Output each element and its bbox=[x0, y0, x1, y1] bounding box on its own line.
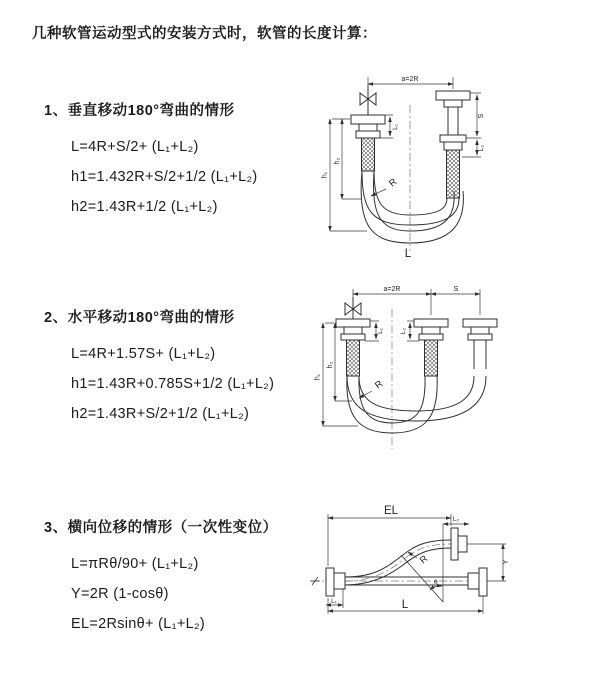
right-flange bbox=[479, 568, 487, 596]
dim-label-l1: L₁ bbox=[331, 598, 337, 605]
left-pipe-assembly bbox=[336, 297, 370, 376]
dim-label-l1: L₁ bbox=[377, 328, 384, 334]
dim-label-s: S bbox=[478, 113, 485, 119]
braided-hose-section bbox=[447, 150, 460, 198]
dim-label-h2: h₂ bbox=[334, 157, 341, 165]
dim-label-y: Y bbox=[503, 559, 510, 565]
braided-hose-section bbox=[425, 340, 438, 376]
formula-line: h2=1.43R+S/2+1/2 (L₁+L₂) bbox=[71, 406, 250, 422]
formula-line: h1=1.43R+0.785S+1/2 (L₁+L₂) bbox=[71, 376, 275, 392]
dim-label-l2: L₂ bbox=[452, 516, 460, 523]
left-flange bbox=[326, 568, 334, 596]
section-1-heading: 1、垂直移动180°弯曲的情形 bbox=[44, 103, 235, 119]
dimension-lines bbox=[326, 514, 506, 614]
page-title: 几种软管运动型式的安装方式时，软管的长度计算： bbox=[32, 26, 377, 42]
dim-label-a2r: a=2R bbox=[401, 76, 419, 83]
section-1-formulas bbox=[71, 132, 258, 222]
dim-label-s: S bbox=[453, 286, 459, 293]
length-label: L bbox=[404, 248, 412, 260]
angle-label: θ bbox=[434, 579, 438, 586]
dim-label-l1: L₁ bbox=[392, 124, 399, 130]
formula-line: L=4R+1.57S+ (L₁+L₂) bbox=[71, 346, 216, 362]
dim-label-a2r: a=2R bbox=[383, 286, 401, 293]
dim-label-l2: L₂ bbox=[400, 327, 407, 335]
braided-hose-section bbox=[362, 138, 375, 171]
top-flange bbox=[451, 528, 458, 560]
section-2-formulas bbox=[71, 339, 274, 429]
radius-label: R bbox=[387, 176, 400, 190]
dim-label-el: EL bbox=[383, 505, 399, 517]
formula-line: h2=1.43R+1/2 (L₁+L₂) bbox=[71, 199, 218, 215]
hose-curves bbox=[347, 376, 486, 433]
formula-line: h1=1.432R+S/2+1/2 (L₁+L₂) bbox=[71, 169, 258, 185]
formula-line: EL=2Rsinθ+ (L₁+L₂) bbox=[71, 616, 206, 632]
break-mark bbox=[310, 577, 320, 585]
displaced-hose bbox=[345, 528, 467, 585]
middle-pipe-assembly bbox=[414, 319, 448, 376]
dim-label-h2: h₂ bbox=[327, 361, 334, 369]
section-2-heading: 2、水平移动180°弯曲的情形 bbox=[44, 310, 235, 326]
left-pipe-assembly bbox=[351, 85, 385, 171]
length-label: L bbox=[401, 599, 409, 611]
diagram-vertical-180-bend bbox=[312, 63, 587, 268]
section-3-formulas bbox=[71, 549, 278, 639]
formula-line: L=πRθ/90+ (L₁+L₂) bbox=[71, 556, 199, 572]
radius-label: R bbox=[417, 553, 431, 567]
right-pipe-assembly bbox=[436, 91, 470, 198]
section-horizontal-180 bbox=[44, 306, 274, 429]
section-3-heading: 3、横向位移的情形（一次性变位） bbox=[44, 520, 278, 536]
dim-label-h1: h₁ bbox=[314, 373, 322, 381]
straight-hose bbox=[326, 568, 487, 596]
dim-label-l2: L₂ bbox=[478, 144, 485, 152]
right-pipe-assembly bbox=[463, 319, 497, 369]
diagram-horizontal-180-bend bbox=[306, 281, 594, 459]
radius-label: R bbox=[373, 378, 386, 392]
diagram-lateral-displacement bbox=[303, 498, 595, 658]
braided-hose-section bbox=[347, 340, 360, 376]
dim-label-h1: h₁ bbox=[321, 171, 329, 179]
formula-line: Y=2R (1-cosθ) bbox=[71, 586, 169, 602]
section-vertical-180 bbox=[44, 99, 258, 222]
section-lateral-displacement bbox=[44, 516, 278, 639]
formula-line: L=4R+S/2+ (L₁+L₂) bbox=[71, 139, 199, 155]
